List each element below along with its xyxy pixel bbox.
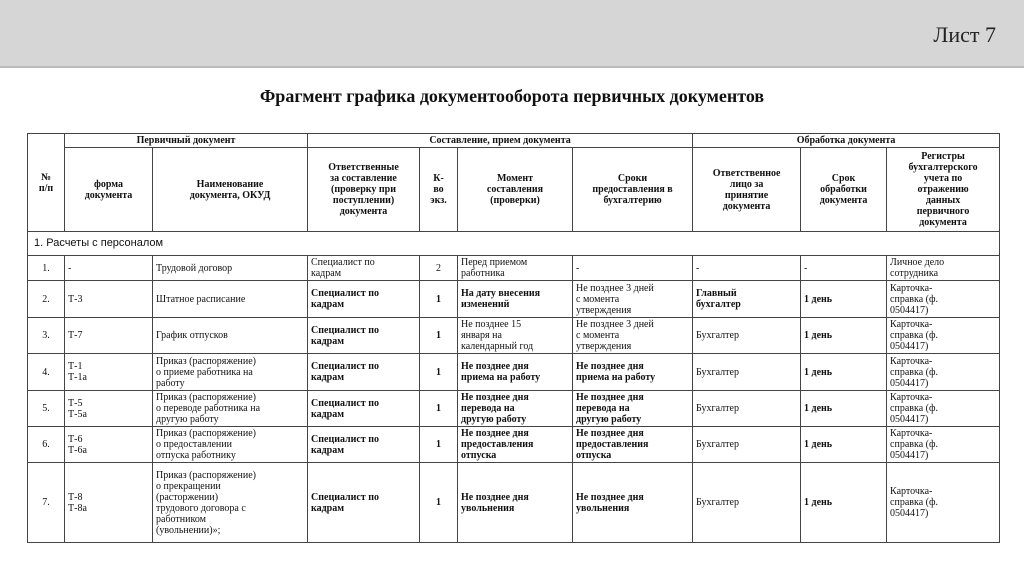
row-form: - [65, 256, 153, 281]
document-flow-table [27, 133, 1000, 543]
row-copies: 1 [420, 427, 458, 463]
row-copies: 1 [420, 463, 458, 543]
header-primary-document: Первичный документ [65, 134, 308, 148]
row-responsible: Специалист по кадрам [308, 256, 420, 281]
row-processing: 1 день [801, 427, 887, 463]
row-register: Личное дело сотрудника [887, 256, 1000, 281]
row-name: Штатное расписание [153, 281, 308, 318]
section-row [28, 232, 1000, 256]
row-acceptor: Бухгалтер [693, 354, 801, 391]
table-column-header-row [28, 148, 1000, 232]
header-process: Обработка документа [693, 134, 1000, 148]
row-deadline: Не позднее дня увольнения [573, 463, 693, 543]
section-title: 1. Расчеты с персоналом [28, 232, 1000, 256]
row-deadline: Не позднее дня предоставления отпуска [573, 427, 693, 463]
row-copies: 1 [420, 391, 458, 427]
row-name: Приказ (распоряжение) о приеме работника на работу [153, 354, 308, 391]
row-deadline: - [573, 256, 693, 281]
row-copies: 1 [420, 281, 458, 318]
slide-header-bar [0, 0, 1024, 68]
row-moment: Не позднее дня увольнения [458, 463, 573, 543]
row-form: Т-6 Т-6а [65, 427, 153, 463]
row-processing: 1 день [801, 463, 887, 543]
row-num: 7. [28, 463, 65, 543]
row-register: Карточка- справка (ф. 0504417) [887, 318, 1000, 354]
header-responsible: Ответственные за составление (проверку при поступлении) документа [308, 148, 420, 232]
row-responsible: Специалист по кадрам [308, 463, 420, 543]
table-row [28, 281, 1000, 318]
row-num: 3. [28, 318, 65, 354]
row-deadline: Не позднее 3 дней с момента утверждения [573, 281, 693, 318]
row-processing: 1 день [801, 391, 887, 427]
row-deadline: Не позднее 3 дней с момента утверждения [573, 318, 693, 354]
row-deadline: Не позднее дня приема на работу [573, 354, 693, 391]
table-row [28, 391, 1000, 427]
row-responsible: Специалист по кадрам [308, 391, 420, 427]
row-num: 5. [28, 391, 65, 427]
header-moment: Момент составления (проверки) [458, 148, 573, 232]
row-register: Карточка- справка (ф. 0504417) [887, 281, 1000, 318]
row-moment: Перед приемом работника [458, 256, 573, 281]
row-copies: 2 [420, 256, 458, 281]
row-moment: На дату внесения изменений [458, 281, 573, 318]
row-acceptor: Главный бухгалтер [693, 281, 801, 318]
header-form: форма документа [65, 148, 153, 232]
row-register: Карточка- справка (ф. 0504417) [887, 427, 1000, 463]
row-processing: 1 день [801, 354, 887, 391]
row-processing: 1 день [801, 281, 887, 318]
row-form: Т-3 [65, 281, 153, 318]
row-name: Приказ (распоряжение) о предоставлении отпуска работнику [153, 427, 308, 463]
row-copies: 1 [420, 354, 458, 391]
table-row [28, 427, 1000, 463]
row-acceptor: Бухгалтер [693, 391, 801, 427]
table-row [28, 318, 1000, 354]
row-name: Трудовой договор [153, 256, 308, 281]
row-register: Карточка- справка (ф. 0504417) [887, 391, 1000, 427]
row-moment: Не позднее дня приема на работу [458, 354, 573, 391]
row-responsible: Специалист по кадрам [308, 318, 420, 354]
table-group-header-row [28, 134, 1000, 148]
row-processing: 1 день [801, 318, 887, 354]
row-responsible: Специалист по кадрам [308, 281, 420, 318]
header-deadline: Сроки предоставления в бухгалтерию [573, 148, 693, 232]
row-moment: Не позднее дня перевода на другую работу [458, 391, 573, 427]
table-row [28, 463, 1000, 543]
table-row [28, 256, 1000, 281]
header-acceptor: Ответственное лицо за принятие документа [693, 148, 801, 232]
row-acceptor: - [693, 256, 801, 281]
row-name: Приказ (распоряжение) о переводе работника на другую работу [153, 391, 308, 427]
document-title: Фрагмент графика документооборота первичных документов [259, 86, 765, 106]
row-deadline: Не позднее дня перевода на другую работу [573, 391, 693, 427]
row-num: 2. [28, 281, 65, 318]
row-responsible: Специалист по кадрам [308, 427, 420, 463]
row-num: 6. [28, 427, 65, 463]
row-register: Карточка- справка (ф. 0504417) [887, 463, 1000, 543]
row-acceptor: Бухгалтер [693, 427, 801, 463]
row-form: Т-7 [65, 318, 153, 354]
row-form: Т-8 Т-8а [65, 463, 153, 543]
row-form: Т-1 Т-1а [65, 354, 153, 391]
row-num: 1. [28, 256, 65, 281]
row-register: Карточка- справка (ф. 0504417) [887, 354, 1000, 391]
row-name: График отпусков [153, 318, 308, 354]
header-num: № п/п [28, 134, 65, 232]
row-moment: Не позднее дня предоставления отпуска [458, 427, 573, 463]
row-name: Приказ (распоряжение) о прекращении (расторжении) трудового договора с работником (увольнении)»; [153, 463, 308, 543]
row-acceptor: Бухгалтер [693, 318, 801, 354]
sheet-label: Лист 7 [933, 22, 996, 47]
row-processing: - [801, 256, 887, 281]
header-compose: Составление, прием документа [308, 134, 693, 148]
row-acceptor: Бухгалтер [693, 463, 801, 543]
row-form: Т-5 Т-5а [65, 391, 153, 427]
row-responsible: Специалист по кадрам [308, 354, 420, 391]
header-processing-time: Срок обработки документа [801, 148, 887, 232]
header-name: Наименование документа, ОКУД [153, 148, 308, 232]
header-copies: К- во экз. [420, 148, 458, 232]
header-registers: Регистры бухгалтерского учета по отражению данных первичного документа [887, 148, 1000, 232]
row-num: 4. [28, 354, 65, 391]
row-moment: Не позднее 15 января на календарный год [458, 318, 573, 354]
row-copies: 1 [420, 318, 458, 354]
table-row [28, 354, 1000, 391]
